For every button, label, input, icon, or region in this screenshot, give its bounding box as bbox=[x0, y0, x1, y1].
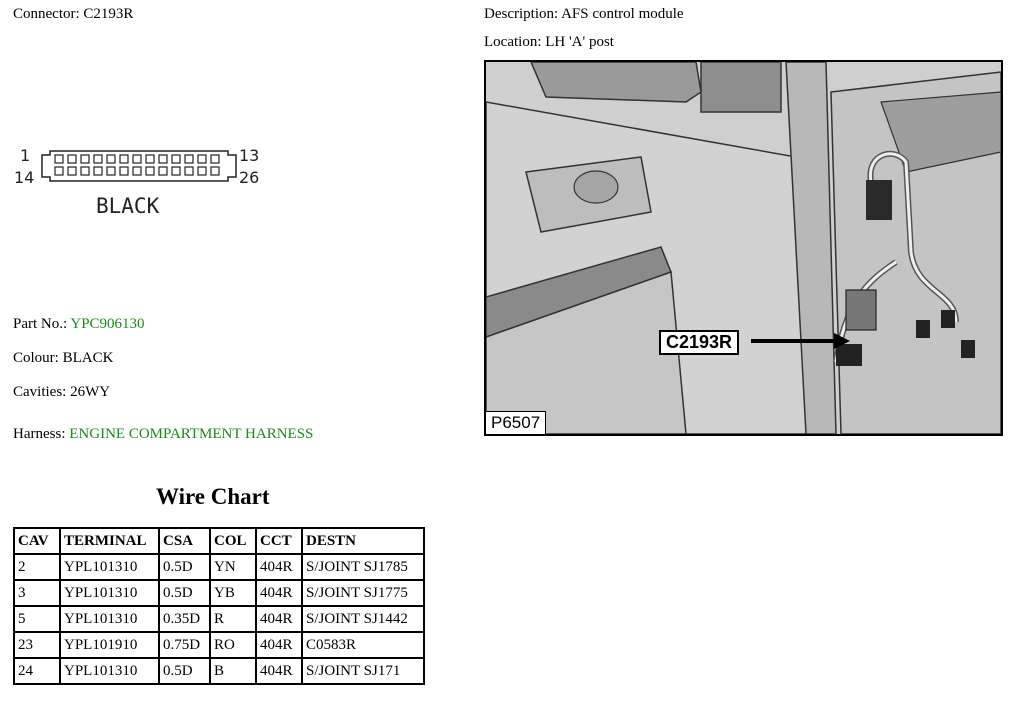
wire-chart-table bbox=[13, 527, 425, 685]
cell-cct: 404R bbox=[256, 632, 302, 658]
cell-csa: 0.75D bbox=[159, 632, 210, 658]
vehicle-interior-illustration bbox=[486, 62, 1001, 434]
connector-pin-cavity bbox=[146, 155, 154, 163]
cell-csa: 0.5D bbox=[159, 580, 210, 606]
cell-col: R bbox=[210, 606, 256, 632]
connector-face-diagram bbox=[14, 143, 274, 228]
cell-cct: 404R bbox=[256, 554, 302, 580]
pin-label-13: 13 bbox=[239, 146, 260, 165]
cell-terminal: YPL101310 bbox=[60, 658, 159, 684]
table-row bbox=[14, 580, 424, 606]
connector-pin-cavity bbox=[94, 155, 102, 163]
cell-terminal: YPL101310 bbox=[60, 606, 159, 632]
connector-pin-cavity bbox=[198, 167, 206, 175]
cell-cav: 5 bbox=[14, 606, 60, 632]
cell-csa: 0.5D bbox=[159, 658, 210, 684]
connector-pin-cavity bbox=[55, 155, 63, 163]
connector-label: Connector: bbox=[13, 6, 80, 22]
cell-destn: S/JOINT SJ1775 bbox=[302, 580, 424, 606]
cell-cct: 404R bbox=[256, 658, 302, 684]
table-row bbox=[14, 658, 424, 684]
connector-color-label: BLACK bbox=[96, 194, 160, 218]
description-line bbox=[484, 6, 684, 23]
connector-pin-cavity bbox=[146, 167, 154, 175]
connector-pin-cavity bbox=[159, 167, 167, 175]
cell-terminal: YPL101310 bbox=[60, 554, 159, 580]
connector-pin-cavity bbox=[107, 167, 115, 175]
cell-col: RO bbox=[210, 632, 256, 658]
cell-cav: 23 bbox=[14, 632, 60, 658]
connector-pin-cavity bbox=[120, 167, 128, 175]
table-header-row bbox=[14, 528, 424, 554]
connector-pin-grid bbox=[55, 155, 219, 175]
cavities-label: Cavities: bbox=[13, 384, 67, 400]
location-value: LH 'A' post bbox=[545, 34, 614, 50]
part-number-line bbox=[13, 316, 145, 333]
harness-link[interactable]: ENGINE COMPARTMENT HARNESS bbox=[69, 426, 314, 442]
column-header-col: COL bbox=[210, 528, 256, 554]
pin-label-14: 14 bbox=[14, 168, 35, 187]
connector-pin-cavity bbox=[185, 167, 193, 175]
cell-col: YN bbox=[210, 554, 256, 580]
harness-line bbox=[13, 426, 313, 443]
cell-cav: 24 bbox=[14, 658, 60, 684]
cavities-value: 26WY bbox=[70, 384, 111, 400]
cell-destn: C0583R bbox=[302, 632, 424, 658]
cell-csa: 0.5D bbox=[159, 554, 210, 580]
table-row bbox=[14, 632, 424, 658]
connector-pin-cavity bbox=[120, 155, 128, 163]
connector-pin-cavity bbox=[172, 167, 180, 175]
column-header-cct: CCT bbox=[256, 528, 302, 554]
connector-pin-cavity bbox=[172, 155, 180, 163]
location-line bbox=[484, 34, 614, 51]
cell-cav: 2 bbox=[14, 554, 60, 580]
location-photo bbox=[484, 60, 1003, 436]
connector-pin-cavity bbox=[198, 155, 206, 163]
cell-destn: S/JOINT SJ171 bbox=[302, 658, 424, 684]
connector-pin-cavity bbox=[159, 155, 167, 163]
connector-pin-cavity bbox=[107, 155, 115, 163]
connector-pin-cavity bbox=[133, 167, 141, 175]
connector-pin-cavity bbox=[94, 167, 102, 175]
part-number-link[interactable]: YPC906130 bbox=[70, 316, 145, 332]
pin-label-1: 1 bbox=[20, 146, 31, 165]
cell-destn: S/JOINT SJ1442 bbox=[302, 606, 424, 632]
column-header-destn: DESTN bbox=[302, 528, 424, 554]
connector-pin-cavity bbox=[81, 155, 89, 163]
connector-pin-cavity bbox=[185, 155, 193, 163]
cell-col: YB bbox=[210, 580, 256, 606]
cell-cct: 404R bbox=[256, 606, 302, 632]
cell-cav: 3 bbox=[14, 580, 60, 606]
connector-pin-cavity bbox=[68, 155, 76, 163]
pin-label-26: 26 bbox=[239, 168, 260, 187]
colour-label: Colour: bbox=[13, 350, 59, 366]
photo-id-label: P6507 bbox=[486, 411, 546, 434]
cell-csa: 0.35D bbox=[159, 606, 210, 632]
column-header-terminal: TERMINAL bbox=[60, 528, 159, 554]
harness-label: Harness: bbox=[13, 426, 66, 442]
cell-col: B bbox=[210, 658, 256, 684]
column-header-csa: CSA bbox=[159, 528, 210, 554]
wire-chart-title: Wire Chart bbox=[156, 484, 270, 509]
connector-pin-cavity bbox=[68, 167, 76, 175]
connector-value: C2193R bbox=[83, 6, 134, 22]
table-row bbox=[14, 606, 424, 632]
column-header-cav: CAV bbox=[14, 528, 60, 554]
connector-pin-cavity bbox=[211, 167, 219, 175]
description-label: Description: bbox=[484, 6, 559, 22]
location-label: Location: bbox=[484, 34, 542, 50]
cell-destn: S/JOINT SJ1785 bbox=[302, 554, 424, 580]
connector-heading bbox=[13, 6, 133, 23]
cell-terminal: YPL101310 bbox=[60, 580, 159, 606]
cell-terminal: YPL101910 bbox=[60, 632, 159, 658]
connector-pin-cavity bbox=[55, 167, 63, 175]
connector-pin-cavity bbox=[211, 155, 219, 163]
cavities-line bbox=[13, 384, 110, 401]
part-number-label: Part No.: bbox=[13, 316, 68, 332]
description-value: AFS control module bbox=[561, 6, 684, 22]
colour-value: BLACK bbox=[62, 350, 114, 366]
cell-cct: 404R bbox=[256, 580, 302, 606]
connector-pin-cavity bbox=[81, 167, 89, 175]
table-row bbox=[14, 554, 424, 580]
photo-callout-label: C2193R bbox=[659, 330, 739, 355]
connector-pin-cavity bbox=[133, 155, 141, 163]
colour-line bbox=[13, 350, 113, 367]
